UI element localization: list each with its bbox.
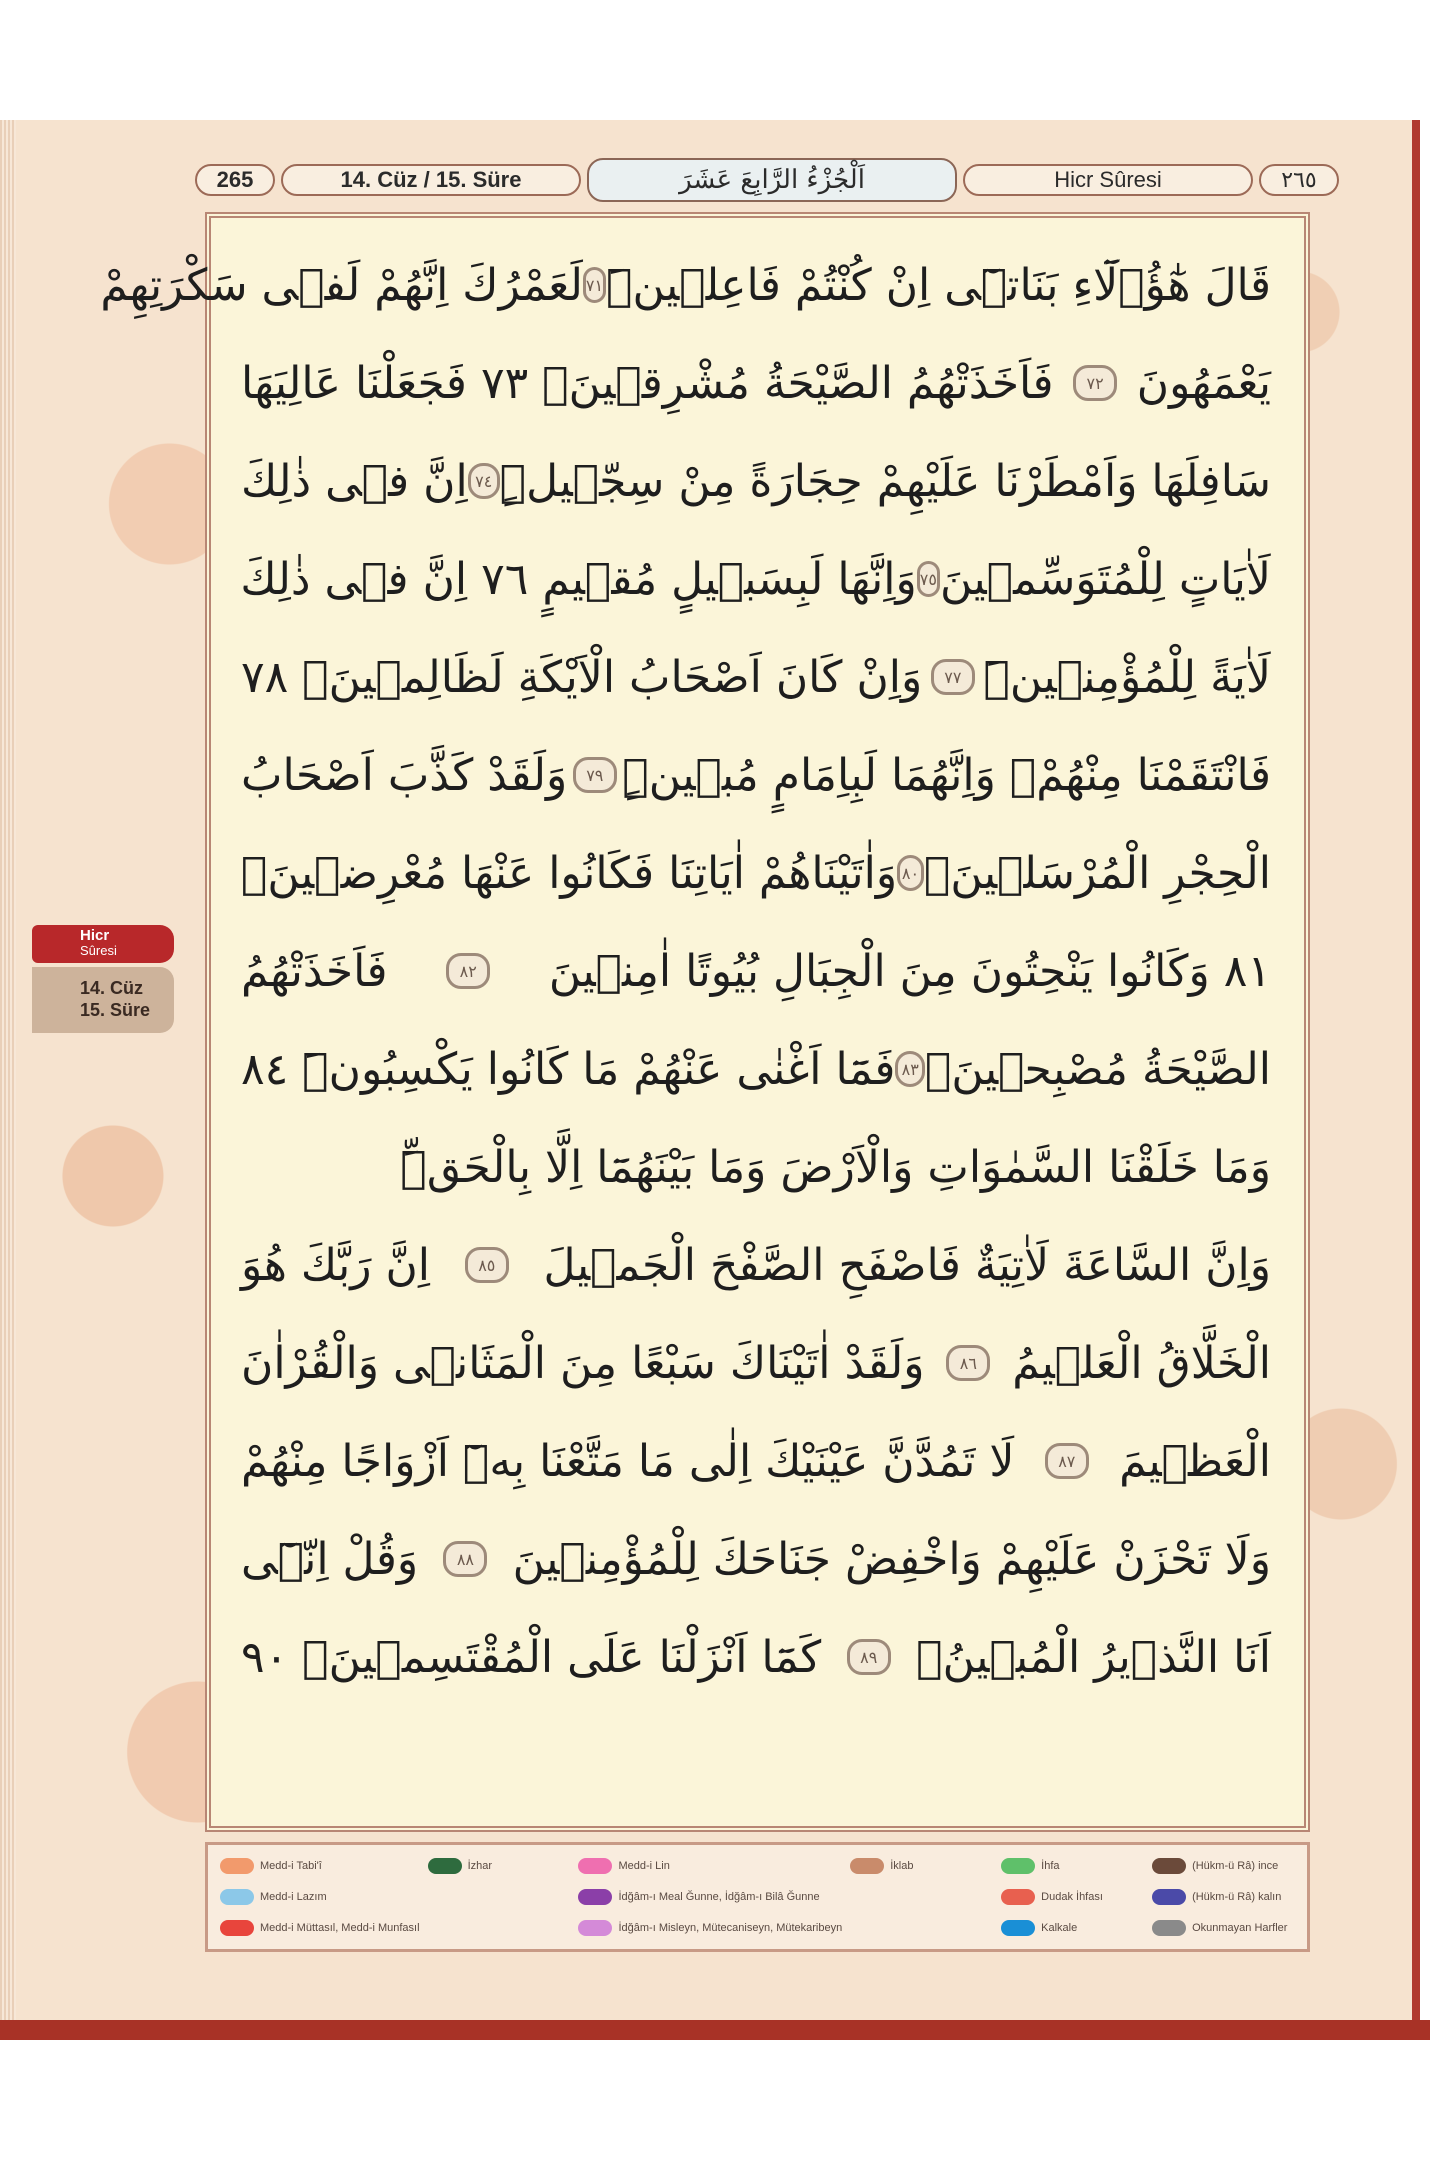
verse-text: ٨١ وَكَانُوا يَنْحِتُونَ مِنَ الْجِبَالِ بُيُوتًا اٰمِنٖينَ <box>548 945 1271 997</box>
verse-text-continuation: فَاَخَذَتْهُمُ <box>241 945 388 997</box>
verse-text: لَاٰيَاتٍ لِلْمُتَوَسِّمٖينَ <box>939 553 1271 605</box>
legend-item <box>850 1882 993 1913</box>
verse-line <box>241 1314 1271 1412</box>
legend-label: (Hükm-ü Râ) ince <box>1192 1860 1279 1873</box>
verse-text: يَعْمَهُونَ <box>1136 357 1271 409</box>
ayah-number-marker: ٨٦ <box>946 1345 990 1381</box>
ayah-number-marker: ٨٥ <box>465 1247 509 1283</box>
legend-label: Medd-i Müttasıl, Medd-i Munfasıl <box>260 1921 420 1934</box>
verse-line <box>241 628 1271 726</box>
verse-line <box>241 334 1271 432</box>
legend-swatch <box>220 1889 254 1905</box>
ayah-number-marker: ٧٧ <box>931 659 975 695</box>
verse-text-continuation: كَمَٓا اَنْزَلْنَا عَلَى الْمُقْتَسِمٖينَۙ ٩٠ <box>241 1631 822 1683</box>
legend-item <box>850 1851 993 1882</box>
ayah-number-marker: ٨٧ <box>1045 1443 1089 1479</box>
legend-swatch <box>220 1920 254 1936</box>
juz-sure-label: 14. Cüz / 15. Süre <box>281 164 581 196</box>
verse-text-continuation: وَاِنْ كَانَ اَصْحَابُ الْاَيْكَةِ لَظَالِمٖينَۙ ٧٨ <box>241 651 923 703</box>
side-tab-sura-subtitle: Sûresi <box>80 943 117 958</box>
legend-label: (Hükm-ü Râ) kalın <box>1192 1890 1282 1903</box>
legend-swatch <box>1001 1889 1035 1905</box>
verse-line <box>241 824 1271 922</box>
verse-line <box>100 236 1271 334</box>
legend-item <box>578 1882 842 1913</box>
verse-line <box>241 1510 1271 1608</box>
verse-text: وَلَا تَحْزَنْ عَلَيْهِمْ وَاخْفِضْ جَنَاحَكَ لِلْمُؤْمِنٖينَ <box>512 1533 1271 1585</box>
legend-item <box>850 1912 993 1943</box>
verse-line <box>241 1020 1271 1118</box>
verse-text-continuation: لَا تَمُدَّنَّ عَيْنَيْكَ اِلٰى مَا مَتَّعْنَا بِهٖٓ اَزْوَاجًا مِنْهُمْ <box>241 1435 1015 1487</box>
page-bottom-edge <box>0 2020 1430 2040</box>
legend-swatch <box>220 1858 254 1874</box>
ayah-number-marker: ٨٩ <box>847 1639 891 1675</box>
verse-line <box>241 1216 1271 1314</box>
verse-text-continuation: وَاِنَّهَا لَبِسَبٖيلٍ مُقٖيمٍ ٧٦ اِنَّ فٖى ذٰلِكَ <box>240 553 917 605</box>
legend-label: Dudak İhfası <box>1041 1890 1103 1903</box>
legend-item <box>220 1851 420 1882</box>
verse-text-continuation: اِنَّ فٖى ذٰلِكَ <box>241 455 468 507</box>
ayah-number-marker: ٨٢ <box>446 953 490 989</box>
legend-label: İdğâm-ı Misleyn, Mütecaniseyn, Mütekaribeyn <box>618 1921 843 1934</box>
legend-item <box>1001 1882 1144 1913</box>
tajweed-legend <box>205 1842 1310 1952</box>
verse-text-continuation: لَعَمْرُكَ اِنَّهُمْ لَفٖى سَكْرَتِهِمْ <box>100 259 583 311</box>
legend-item <box>428 1851 571 1882</box>
legend-swatch <box>850 1858 884 1874</box>
side-tab-sura-title: Hicr <box>80 927 110 944</box>
legend-swatch <box>428 1858 462 1874</box>
legend-label: Okunmayan Harfler <box>1192 1921 1288 1934</box>
legend-swatch <box>578 1858 612 1874</box>
ayah-number-marker: ٧٩ <box>573 757 617 793</box>
side-tab-sura[interactable] <box>32 925 174 963</box>
legend-item <box>428 1882 571 1913</box>
ayah-number-marker: ٧١ <box>583 267 606 303</box>
legend-swatch <box>1152 1858 1186 1874</box>
sura-name: Hicr Sûresi <box>963 164 1253 196</box>
verse-text: لَاٰيَةً لِلْمُؤْمِنٖينَۜ <box>983 651 1271 703</box>
verse-text-continuation: وَلَقَدْ كَذَّبَ اَصْحَابُ <box>241 749 568 801</box>
verse-text: الْخَلَّاقُ الْعَلٖيمُ <box>1012 1337 1271 1389</box>
legend-item <box>1001 1912 1144 1943</box>
verse-text-continuation: فَاَخَذَتْهُمُ الصَّيْحَةُ مُشْرِقٖينَۙ ٧٣ فَجَعَلْنَا عَالِيَهَا <box>241 357 1054 409</box>
verse-line <box>241 1412 1271 1510</box>
legend-label: İzhar <box>467 1860 493 1873</box>
verse-text: سَافِلَهَا وَاَمْطَرْنَا عَلَيْهِمْ حِجَارَةً مِنْ سِجّٖيلٍۜ <box>499 455 1271 507</box>
page-number-arabic: ٢٦٥ <box>1259 164 1339 196</box>
verse-line <box>241 530 1271 628</box>
legend-label: Medd-i Lin <box>618 1860 670 1873</box>
legend-item <box>1152 1912 1295 1943</box>
verse-line <box>241 432 1271 530</box>
legend-item <box>578 1912 842 1943</box>
legend-label: İklab <box>890 1860 914 1873</box>
ayah-number-marker: ٨٣ <box>895 1051 925 1087</box>
legend-swatch <box>1001 1920 1035 1936</box>
legend-item <box>1152 1882 1295 1913</box>
verse-text: وَمَا خَلَقْنَا السَّمٰوَاتِ وَالْاَرْضَ وَمَا بَيْنَهُمَٓا اِلَّا بِالْحَقِّۜ <box>400 1141 1271 1193</box>
legend-label: İdğâm-ı Meal Ğunne, İdğâm-ı Bilâ Ğunne <box>618 1890 820 1903</box>
legend-label: Medd-i Tabi'î <box>260 1860 322 1873</box>
legend-item <box>220 1882 420 1913</box>
legend-item <box>578 1851 842 1882</box>
legend-swatch <box>1152 1920 1186 1936</box>
verse-text-continuation: فَمَٓا اَغْنٰى عَنْهُمْ مَا كَانُوا يَكْسِبُونَۜ ٨٤ <box>241 1043 896 1095</box>
ayah-number-marker: ٧٢ <box>1073 365 1117 401</box>
verse-text: فَانْتَقَمْنَا مِنْهُمْۢ وَاِنَّهُمَا لَبِاِمَامٍ مُبٖينٍۜ <box>622 749 1271 801</box>
side-tab[interactable] <box>32 925 174 1033</box>
verse-text-continuation: اِنَّ رَبَّكَ هُوَ <box>241 1239 431 1291</box>
legend-label: Medd-i Lazım <box>260 1890 327 1903</box>
page-header <box>195 158 1317 202</box>
page-number-latin: 265 <box>195 164 275 196</box>
verse-text-continuation: وَلَقَدْ اٰتَيْنَاكَ سَبْعًا مِنَ الْمَثَانٖى وَالْقُرْاٰنَ <box>241 1337 925 1389</box>
verse-text: قَالَ هٰٓؤُ۬لَٓاءِ بَنَاتٖٓى اِنْ كُنْتُمْ فَاعِلٖينَۜ <box>606 259 1271 311</box>
legend-swatch <box>578 1889 612 1905</box>
page-edge <box>0 120 16 2040</box>
verse-text: اَنَا النَّذٖيرُ الْمُبٖينُۚ <box>916 1631 1271 1683</box>
legend-swatch <box>578 1920 612 1936</box>
legend-item <box>220 1912 420 1943</box>
juz-title-arabic: اَلْجُزْءُ الرَّابِعَ عَشَرَ <box>587 158 957 202</box>
legend-item <box>428 1912 571 1943</box>
ayah-number-marker: ٨٠ <box>897 855 924 891</box>
ayah-number-marker: ٧٥ <box>917 561 940 597</box>
verse-text: وَاِنَّ السَّاعَةَ لَاٰتِيَةٌ فَاصْفَحِ الصَّفْحَ الْجَمٖيلَ <box>543 1239 1271 1291</box>
ayah-number-marker: ٧٤ <box>468 463 500 499</box>
side-tab-juz-label: 14. Cüz <box>80 978 144 998</box>
verse-text: الْحِجْرِ الْمُرْسَلٖينَۙ <box>923 847 1271 899</box>
legend-item <box>1152 1851 1295 1882</box>
legend-label: Kalkale <box>1041 1921 1078 1934</box>
legend-swatch <box>1152 1889 1186 1905</box>
verse-line <box>241 922 1271 1020</box>
legend-swatch <box>1001 1858 1035 1874</box>
verse-text: الْعَظٖيمَ <box>1119 1435 1271 1487</box>
legend-item <box>1001 1851 1144 1882</box>
verse-line <box>241 726 1271 824</box>
verse-line <box>241 1118 1271 1216</box>
verse-text: الصَّيْحَةُ مُصْبِحٖينَۙ <box>924 1043 1271 1095</box>
verse-text-continuation: وَاٰتَيْنَاهُمْ اٰيَاتِنَا فَكَانُوا عَنْهَا مُعْرِضٖينَۙ <box>241 847 898 899</box>
verse-line <box>241 1608 1271 1706</box>
side-tab-sure-label: 15. Süre <box>80 1000 151 1020</box>
ayah-number-marker: ٨٨ <box>443 1541 487 1577</box>
verse-text-continuation: وَقُلْ اِنّٖٓى <box>241 1533 419 1585</box>
side-tab-juz[interactable] <box>32 967 174 1033</box>
legend-label: İhfa <box>1041 1860 1060 1873</box>
